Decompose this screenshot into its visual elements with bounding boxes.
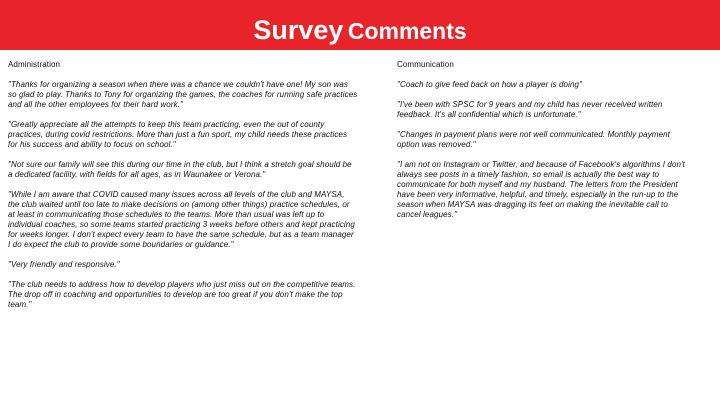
comment: "I've been with SPSC for 9 years and my child has never received written feedback. It's all confidential which is unfortunate." [397, 100, 663, 119]
administration-heading: Administration [8, 60, 61, 69]
communication-column [397, 60, 687, 230]
comment: "Coach to give feed back on how a player is doing" [397, 80, 583, 89]
comment: "While I am aware that COVID caused many issues across all levels of the club and MAYSA, the club waited until too late to make decisions on (among other things) practice schedules, or at least in communicating those schedules to the teams. More than usual was left up to individual coaches, so some teams started practicing 3 weeks before others and kept practicing for weeks longer. I don't expect every team to have the same schedule, but as a team manager I do expect the club to provide some boundaries or guidance." [8, 190, 355, 249]
slide-title [0, 17, 720, 44]
title-word-survey: Survey [253, 15, 344, 45]
comment: "Thanks for organizing a season when there was a chance we couldn't have one! My son was so glad to play. Thanks to Tony for organizing the games, the coaches for running safe practices and all the other employees for their hard work." [8, 80, 358, 109]
title-word-comments: Comments [347, 18, 467, 44]
comment: "Changes in payment plans were not well communicated. Monthly payment option was removed." [397, 130, 670, 149]
comment: "I am not on Instagram or Twitter, and because of Facebook's algorithms I don't always see posts in a timely fashion, so email is actually the best way to communicate for both myself and my husband. The letters from the President have been very informative, helpful, and timely, especially in the run-up to the season when MAYSA was dragging its feet on making the inevitable call to cancel leagues." [397, 160, 686, 219]
comment: "Not sure our family will see this during our time in the club, but I think a stretch goal should be a dedicated facility, with fields for all ages, as in Waunakee or Verona." [8, 160, 352, 179]
communication-heading: Communication [397, 60, 454, 69]
comment: "The club needs to address how to develop players who just miss out on the competitive teams. The drop off in coaching and opportunities to develop are too great if you don't make the top team." [8, 280, 356, 309]
comment: "Greatly appreciate all the attempts to keep this team practicing, even the out of county practices, during covid restrictions. More than just a fun sport, my child needs these practices for his success and ability to focus on school." [8, 120, 348, 149]
administration-column [8, 60, 358, 320]
comment: "Very friendly and responsive." [8, 260, 120, 269]
